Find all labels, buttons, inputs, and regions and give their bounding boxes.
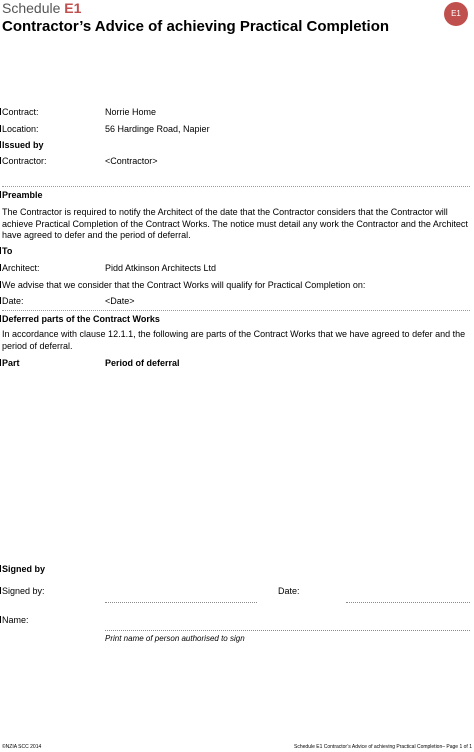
preamble-heading: Preamble <box>2 190 43 200</box>
section-divider <box>2 310 470 311</box>
schedule-word: Schedule <box>2 0 61 16</box>
margin-tick <box>0 191 1 198</box>
signature-date-line[interactable] <box>346 602 470 603</box>
margin-tick <box>0 247 1 254</box>
date-value: <Date> <box>105 296 135 306</box>
print-name-note: Print name of person authorised to sign <box>105 634 245 643</box>
contract-label: Contract: <box>2 107 39 117</box>
footer-page-info: Schedule E1 Contractor’s Advice of achieving Practical Completion– Page 1 of 1 <box>294 744 472 750</box>
margin-tick <box>0 281 1 288</box>
schedule-badge: E1 <box>444 2 468 26</box>
column-header-part: Part <box>2 358 20 368</box>
schedule-label <box>2 0 81 16</box>
column-header-period: Period of deferral <box>105 358 180 368</box>
margin-tick <box>0 157 1 164</box>
signed-by-heading: Signed by <box>2 564 46 574</box>
deferred-text: In accordance with clause 12.1.1, the following are parts of the Contract Works that we have agreed to defer and the period of deferral. <box>2 329 466 351</box>
to-heading: To <box>2 246 13 256</box>
advise-text: We advise that we consider that the Contract Works will qualify for Practical Completion on: <box>2 280 366 290</box>
page-title: Contractor’s Advice of achieving Practical Completion <box>2 18 390 35</box>
deferred-heading: Deferred parts of the Contract Works <box>2 314 160 324</box>
margin-tick <box>0 359 1 366</box>
margin-tick <box>0 141 1 148</box>
schedule-code: E1 <box>64 0 82 16</box>
footer-copyright: ©NZIA SCC 2014 <box>2 744 42 750</box>
date-label: Date: <box>2 296 24 306</box>
issued-by-heading: Issued by <box>2 140 44 150</box>
preamble-text: The Contractor is required to notify the Architect of the date that the Contractor considers that the Contractor will achieve Practical Completion of the Contract Works. The notice must detail any work the Contractor and the Architect have agreed to defer and the period of deferral. <box>2 207 468 240</box>
margin-tick <box>0 108 1 115</box>
signature-date-label: Date: <box>278 586 300 596</box>
margin-tick <box>0 587 1 594</box>
name-line[interactable] <box>105 630 470 631</box>
architect-label: Architect: <box>2 263 40 273</box>
architect-value: Pidd Atkinson Architects Ltd <box>105 263 217 273</box>
location-value: 56 Hardinge Road, Napier <box>105 124 210 134</box>
name-label: Name: <box>2 615 29 625</box>
contractor-value: <Contractor> <box>105 156 158 166</box>
margin-tick <box>0 264 1 271</box>
signature-line[interactable] <box>105 602 257 603</box>
margin-tick <box>0 616 1 623</box>
section-divider <box>2 186 470 187</box>
contractor-label: Contractor: <box>2 156 47 166</box>
margin-tick <box>0 565 1 572</box>
contract-value: Norrie Home <box>105 107 157 117</box>
signed-by-label: Signed by: <box>2 586 45 596</box>
margin-tick <box>0 315 1 322</box>
margin-tick <box>0 297 1 304</box>
location-label: Location: <box>2 124 39 134</box>
margin-tick <box>0 125 1 132</box>
